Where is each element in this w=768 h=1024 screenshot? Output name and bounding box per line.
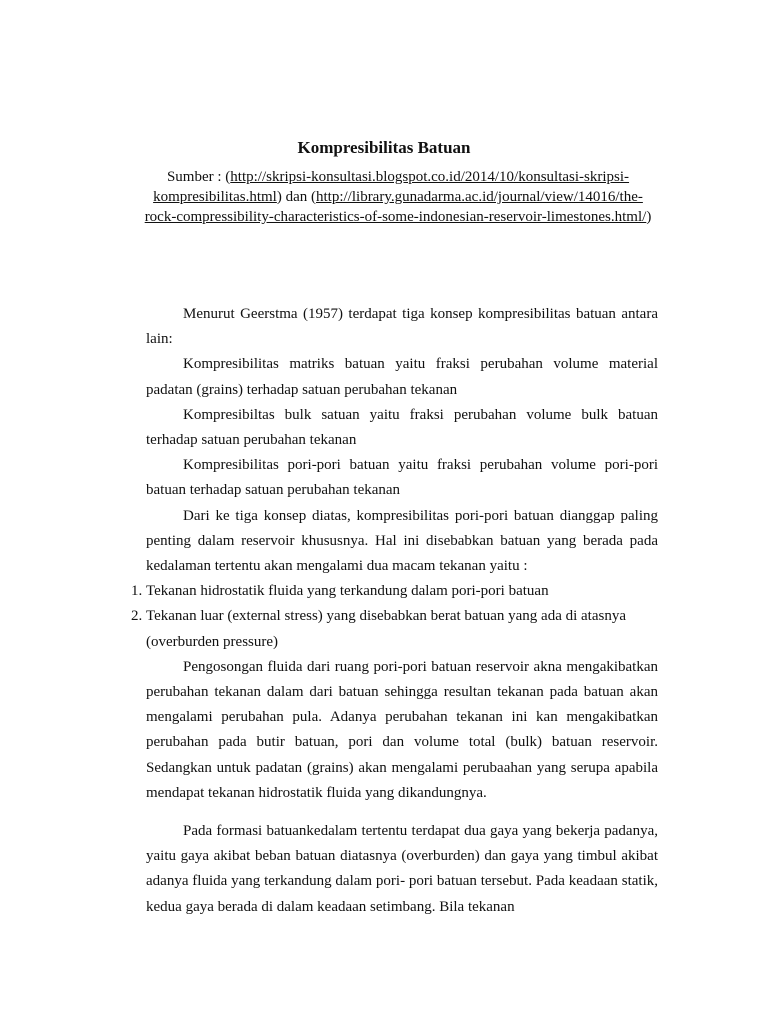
source-prefix: Sumber : ( <box>166 169 231 185</box>
paragraph-importance: Dari ke tiga konsep diatas, kompresibilitas pori-pori batuan dianggap paling penting dalam reservoir khususnya. Hal ini disebabkan batuan yang berada pada kedalaman tertentu akan mengalami dua macam tekanan yaitu : <box>146 507 658 575</box>
paragraph-bulk-compressibility: Kompresibiltas bulk satuan yaitu fraksi perubahan volume bulk batuan terhadap satuan perubahan tekanan <box>146 406 658 449</box>
source-suffix: ) <box>646 209 652 225</box>
source-citation <box>138 167 658 227</box>
document-title: Kompresibilitas Batuan <box>297 138 471 157</box>
paragraph-intro: Menurut Geerstma (1957) terdapat tiga konsep kompresibilitas batuan antara lain: <box>146 306 658 348</box>
source-link-gunadarma[interactable]: http://library.gunadarma.ac.id/journal/view/14016/the-rock-compressibility-characteristics-of-some-indonesian-reservoir-limestones.html/ <box>144 189 647 225</box>
list-number: 2. <box>131 608 143 625</box>
list-item <box>131 604 658 654</box>
paragraph-pore-compressibility: Kompresibilitas pori-pori batuan yaitu fraksi perubahan volume pori-pori batuan terhadap satuan perubahan tekanan <box>146 457 658 499</box>
paragraph-matrix-compressibility: Kompresibilitas matriks batuan yaitu fraksi perubahan volume material padatan (grains) terhadap satuan perubahan tekanan <box>146 356 658 398</box>
list-text: Tekanan hidrostatik fluida yang terkandung dalam pori-pori batuan <box>146 583 549 600</box>
document-body <box>131 302 658 920</box>
source-link-blogspot[interactable]: http://skripsi-konsultasi.blogspot.co.id/2014/10/konsultasi-skripsi-kompresibilitas.html <box>153 169 630 205</box>
list-text: Tekanan luar (external stress) yang disebabkan berat batuan yang ada di atasnya (overburden pressure) <box>146 608 626 650</box>
list-number: 1. <box>131 583 143 600</box>
list-item <box>131 579 658 604</box>
paragraph-formation-forces: Pada formasi batuankedalam tertentu terdapat dua gaya yang bekerja padanya, yaitu gaya akibat beban batuan diatasnya (overburden) dan gaya yang timbul akibat adanya fluida yang terkandung dalam pori- pori batuan tersebut. Pada keadaan statik, kedua gaya berada di dalam keadaan setimbang. Bila tekanan <box>146 823 658 915</box>
pressure-list <box>131 579 658 655</box>
source-middle: ) dan ( <box>276 189 317 205</box>
paragraph-fluid-depletion: Pengosongan fluida dari ruang pori-pori batuan reservoir akna mengakibatkan perubahan tekanan dalam dari batuan sehingga resultan tekanan pada batuan akan mengalami perubahan pula. Adanya perubahan tekanan ini kan mengakibatkan perubahan pada butir batuan, pori dan volume total (bulk) batuan reservoir. Sedangkan untuk padatan (grains) akan mengalami perubaahan yang serupa apabila mendapat tekanan hidrostatik fluida yang dikandungnya. <box>146 658 658 801</box>
